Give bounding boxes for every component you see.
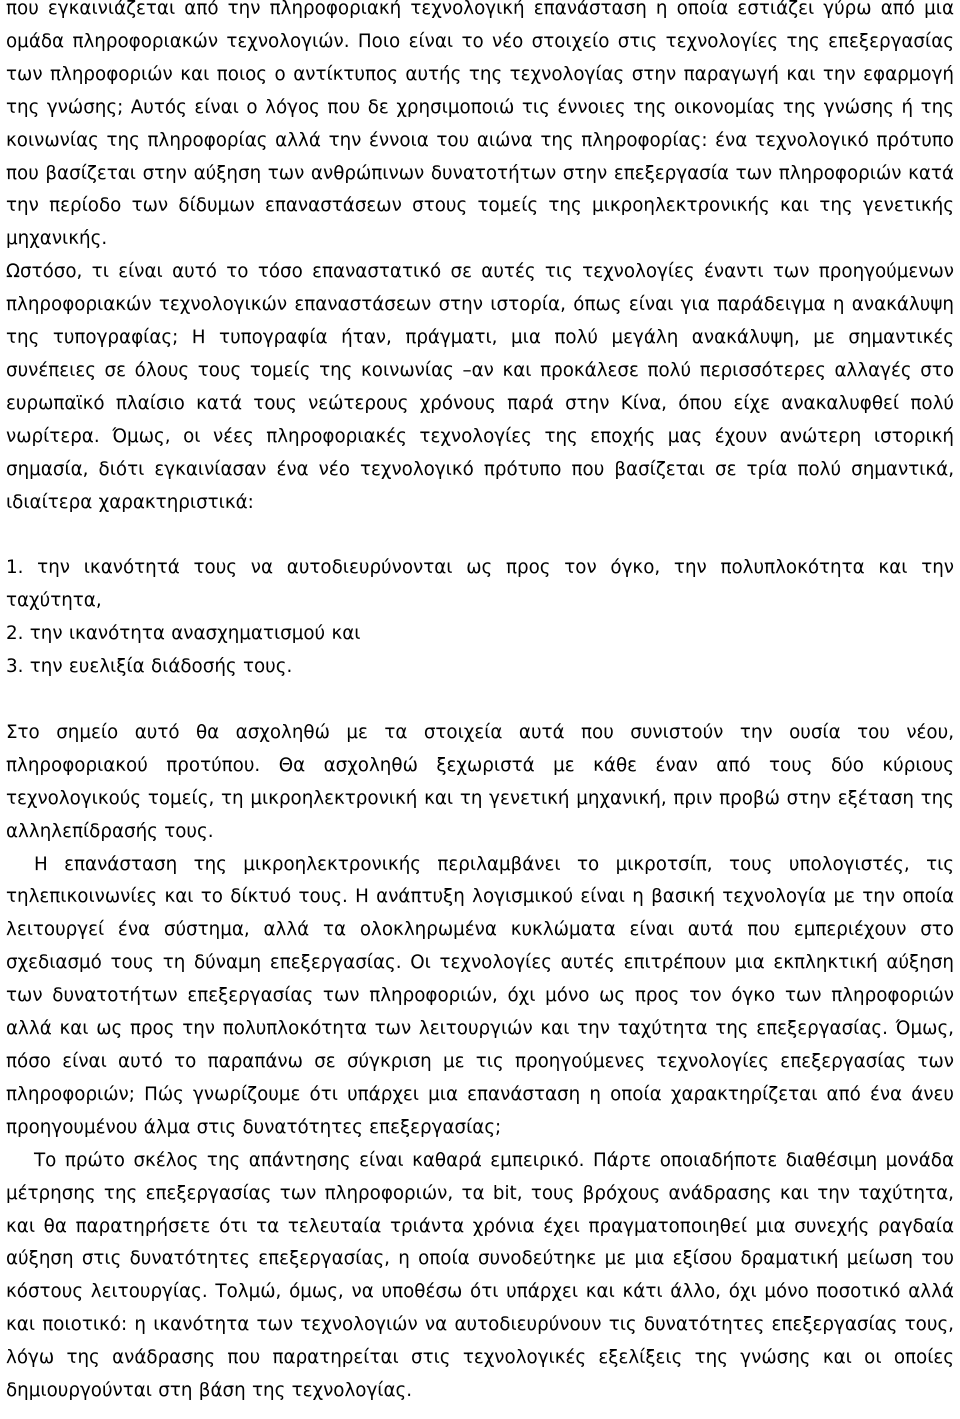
list-item-3: 3. την ευελιξία διάδοσής τους. — [6, 656, 293, 678]
blank-line — [6, 684, 954, 717]
paragraph-printing-revolution: Ωστόσο, τι είναι αυτό το τόσο επαναστατικό σε αυτές τις τεχνολογίες έναντι των προηγούμενων πληροφοριακών τεχνολογικών επαναστάσεων στην ιστορία, όπως είναι για παράδειγμα η ανακάλυψη της τυπογραφίας; Η τυπογραφία ήταν, πράγματι, μια πολύ μεγάλη ανακάλυψη, με σημαντικές συνέπειες σε όλους τους τομείς της κοινωνίας –αν και προκάλεσε πολύ περισσότερες αλλαγές στο ευρωπαϊκό πλαίσιο κατά τους νεώτερους χρόνους παρά στην Κίνα, όπου είχε ανακαλυφθεί πολύ νωρίτερα. Όμως, οι νέες πληροφοριακές τεχνολογίες της εποχής μας έχουν ανώτερη ιστορική σημασία, διότι εγκαινίασαν ένα νέο τεχνολογικό πρότυπο που βασίζεται σε τρία πολύ σημαντικά, ιδιαίτερα χαρακτηριστικά: — [6, 261, 954, 513]
paragraph-intro: που εγκαινιάζεται από την πληροφοριακή τεχνολογική επανάσταση η οποία εστιάζει γύρω από μια ομάδα πληροφοριακών τεχνολογιών. Ποιο είναι το νέο στοιχείο στις τεχνολογίες της επεξεργασίας των πληροφοριών και ποιος ο αντίκτυπος αυτής της τεχνολογίας στην παραγωγή και την εφαρμογή της γνώσης; Αυτός είναι ο λόγος που δε χρησιμοποιώ τις έννοιες της οικονομίας της γνώσης ή της κοινωνίας της πληροφορίας αλλά την έννοια του αιώνα της πληροφορίας: ένα τεχνολογικό πρότυπο που βασίζεται στην αύξηση των ανθρώπινων δυνατοτήτων στην επεξεργασία των πληροφοριών κατά την περίοδο των δίδυμων επαναστάσεων στους τομείς της μικροηλεκτρονικής και της γενετικής μηχανικής. — [6, 0, 954, 250]
blank-line — [6, 520, 954, 553]
list-item-2: 2. την ικανότητα ανασχηματισμού και — [6, 623, 361, 645]
list-item-1: 1. την ικανότητά τους να αυτοδιευρύνονται ως προς τον όγκο, την πολυπλοκότητα και την ταχύτητα, — [6, 557, 954, 612]
paragraph-empirical-answer: Το πρώτο σκέλος της απάντησης είναι καθαρά εμπειρικό. Πάρτε οποιαδήποτε διαθέσιμη μονάδα μέτρησης της επεξεργασίας των πληροφοριών, τα bit, τους βρόχους ανάδρασης και την ταχύτητα, και θα παρατηρήσετε ότι τα τελευταία τριάντα χρόνια έχει πραγματοποιηθεί μια συνεχής ραγδαία αύξηση στις δυνατότητες επεξεργασίας, η οποία συνοδεύτηκε με μια εξίσου δραματική μείωση του κόστους λειτουργίας. Τολμώ, όμως, να υποθέσω ότι υπάρχει και κάτι άλλο, όχι μόνο ποσοτικό αλλά και ποιοτικό: η ικανότητα των τεχνολογιών να αυτοδιευρύνουν τις δυνατότητες επεξεργασίας τους, λόγω της ανάδρασης που παρατηρείται στις τεχνολογικές εξελίξεις της γνώσης και οι οποίες δημιουργούνται στη βάση της τεχνολογίας. — [6, 1149, 954, 1402]
paragraph-focus: Στο σημείο αυτό θα ασχοληθώ με τα στοιχεία αυτά που συνιστούν την ουσία του νέου, πληροφοριακού προτύπου. Θα ασχοληθώ ξεχωριστά με κάθε έναν από τους δύο κύριους τεχνολογικούς τομείς, τη μικροηλεκτρονική και τη γενετική μηχανική, πριν προβώ στην εξέταση της αλληλεπίδρασής τους. — [6, 721, 954, 842]
paragraph-microelectronics: Η επανάσταση της μικροηλεκτρονικής περιλαμβάνει το μικροτσίπ, τους υπολογιστές, τις τηλεπικοινωνίες και το δίκτυό τους. Η ανάπτυξη λογισμικού είναι η βασική τεχνολογία με την οποία λειτουργεί ένα σύστημα, αλλά τα ολοκληρωμένα κυκλώματα είναι αυτά που εμπεριέχουν στο σχεδιασμό τους τη δύναμη επεξεργασίας. Οι τεχνολογίες αυτές επιτρέπουν μια εκπληκτική αύξηση των δυνατοτήτων επεξεργασίας των πληροφοριών, όχι μόνο ως προς τον όγκο των πληροφοριών αλλά και ως προς την πολυπλοκότητα των λειτουργιών και την ταχύτητα της επεξεργασίας. Όμως, πόσο είναι αυτό το παραπάνω σε σύγκριση με τις προηγούμενες τεχνολογίες επεξεργασίας των πληροφοριών; Πώς γνωρίζουμε ότι υπάρχει μια επανάσταση η οποία χαρακτηρίζεται από ένα άνευ προηγουμένου άλμα στις δυνατότητες επεξεργασίας; — [6, 853, 954, 1138]
